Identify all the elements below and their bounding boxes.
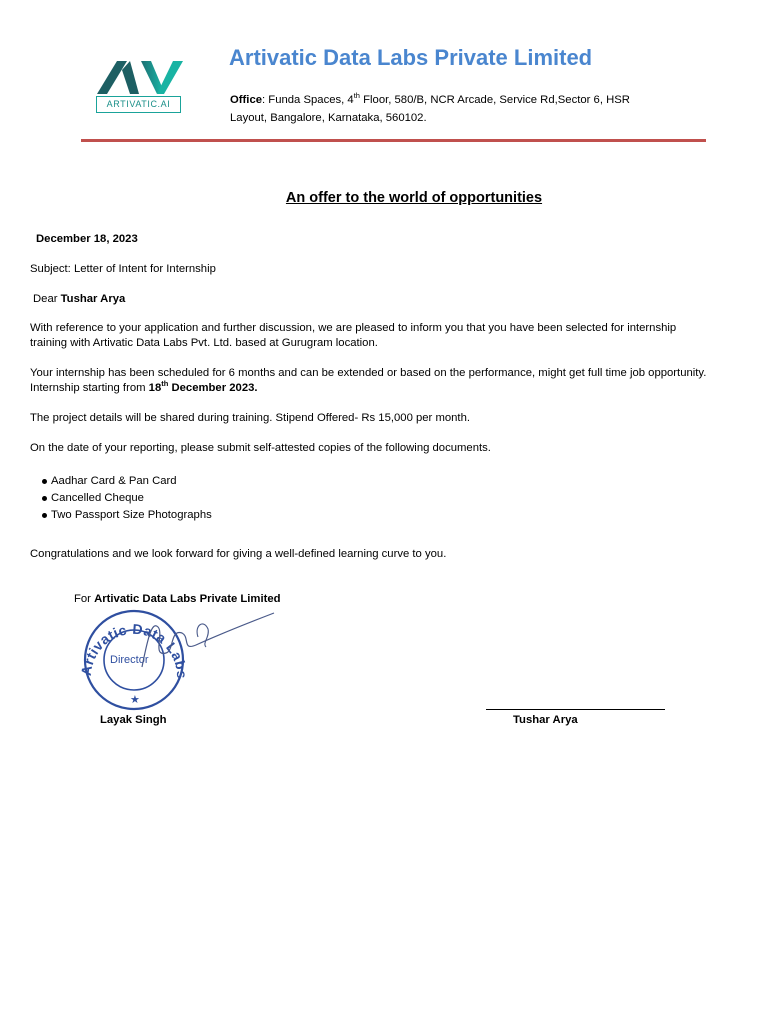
for-label: For: [74, 593, 95, 605]
logo-wordmark: ARTIVATIC.AI: [96, 96, 181, 113]
office-address-part: Floor, 580/B, NCR Arcade, Service Rd,Sector 6, HSR: [359, 94, 630, 106]
list-item: Cancelled Cheque: [30, 490, 212, 507]
list-item: Aadhar Card & Pan Card: [30, 473, 212, 490]
svg-text:★: ★: [130, 693, 140, 706]
letter-date: December 18, 2023: [36, 233, 138, 245]
office-address-line-1: [230, 93, 630, 108]
office-address-line-2: Layout, Bangalore, Karnataka, 560102.: [230, 112, 427, 124]
paragraph-2-line-2: [30, 381, 258, 396]
header-divider: [81, 139, 706, 142]
recipient-name: Tushar Arya: [60, 293, 126, 305]
svg-text:Artivatic Data Labs Pvt Ltd: Artivatic Data Labs: [78, 620, 191, 680]
paragraph-4: On the date of your reporting, please submit self-attested copies of the following documents.: [30, 442, 491, 454]
company-logo: [95, 58, 185, 118]
list-item: Two Passport Size Photographs: [30, 507, 212, 524]
company-name: Artivatic Data Labs Private Limited: [229, 45, 593, 70]
left-signatory-name: Layak Singh: [100, 714, 167, 726]
office-address-part: : Funda Spaces, 4: [262, 94, 354, 106]
salutation: [33, 292, 125, 307]
svg-text:Director: Director: [110, 654, 149, 666]
paragraph-3: The project details will be shared during training. Stipend Offered- Rs 15,000 per month.: [30, 412, 470, 424]
av-logo-mark: [95, 58, 185, 98]
ordinal-suffix: th: [353, 91, 360, 100]
closing-line: Congratulations and we look forward for giving a well-defined learning curve to you.: [30, 548, 447, 560]
start-day: 18: [148, 382, 162, 394]
salutation-text: Dear: [33, 293, 61, 305]
paragraph-1-line-1: With reference to your application and further discussion, we are pleased to inform you that you have been selected for internship: [30, 322, 677, 334]
paragraph-2-line-1: Your internship has been scheduled for 6 months and can be extended or based on the performance, might get full time job opportunity.: [30, 367, 707, 379]
document-title: An offer to the world of opportunities: [285, 190, 543, 206]
office-label: Office: [230, 94, 263, 106]
signing-company-name: Artivatic Data Labs Private Limited: [94, 593, 281, 605]
stamp-and-signature-image: [78, 607, 278, 711]
company-stamp: [78, 607, 278, 711]
start-month-year: December 2023.: [168, 382, 258, 394]
letter-subject: Subject: Letter of Intent for Internship: [30, 263, 216, 275]
right-signatory-name: Tushar Arya: [513, 714, 578, 726]
documents-list: [30, 473, 212, 524]
paragraph-2-text: Internship starting from: [30, 382, 149, 394]
ordinal-suffix: th: [161, 379, 169, 388]
signature-line: [486, 709, 665, 710]
signing-company: [74, 592, 281, 607]
paragraph-1-line-2: training with Artivatic Data Labs Pvt. Ltd. based at Gurugram location.: [30, 337, 378, 349]
